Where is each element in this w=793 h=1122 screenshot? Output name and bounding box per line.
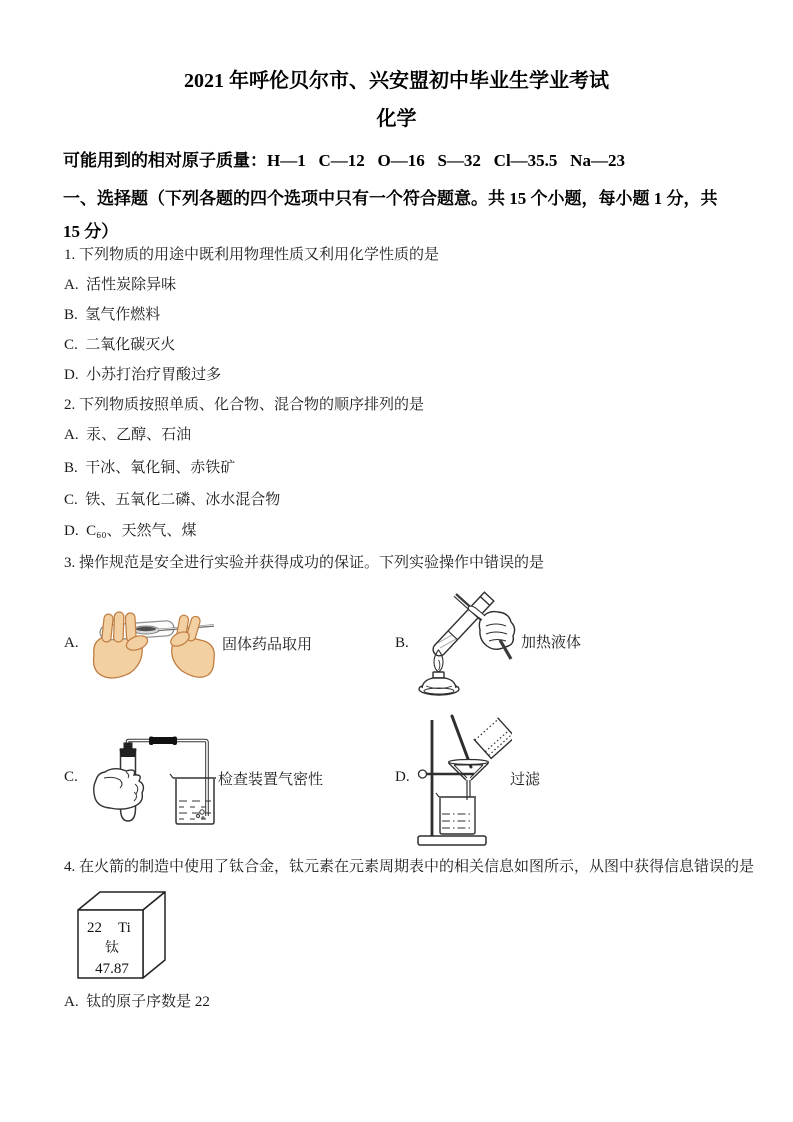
stand-base-icon	[418, 836, 486, 845]
titanium-element-cube	[76, 888, 168, 980]
question-1-option-c: C. 二氧化碳灭火	[64, 337, 176, 353]
question-1-option-d: D. 小苏打治疗胃酸过多	[64, 367, 222, 383]
atomic-number: 22	[87, 920, 102, 936]
figure-a-caption: 固体药品取用	[222, 637, 313, 653]
question-3-stem: 3. 操作规范是安全进行实验并获得成功的保证。下列实验操作中错误的是	[64, 555, 545, 571]
solid-reagent-figure	[90, 599, 218, 687]
figure-c-caption: 检查装置气密性	[218, 772, 324, 788]
question-3-option-d-letter: D.	[395, 769, 410, 785]
pouring-beaker-icon	[474, 718, 512, 759]
reagent-powder-icon	[136, 627, 156, 631]
question-2-option-d: D. C₆₀、天然气、煤	[64, 523, 197, 539]
question-3-option-b-letter: B.	[395, 635, 409, 651]
stopper-icon	[120, 749, 137, 757]
exam-title: 2021 年呼伦贝尔市、兴安盟初中毕业生学业考试	[184, 70, 609, 92]
question-1-option-a: A. 活性炭除异味	[64, 277, 177, 293]
filtration-figure	[408, 710, 512, 856]
stopper-nub-icon	[124, 743, 133, 750]
atomic-mass: 47.87	[95, 961, 129, 977]
question-1-option-b: B. 氢气作燃料	[64, 307, 161, 323]
question-2-option-b: B. 干冰、氧化铜、赤铁矿	[64, 460, 236, 476]
section-one-heading: 一、选择题（下列各题的四个选项中只有一个符合题意。共 15 个小题，每小题 1 分，共 15 分）	[63, 189, 722, 241]
question-4-option-a: A. 钛的原子序数是 22	[64, 994, 210, 1010]
figure-b-caption: 加热液体	[521, 635, 582, 651]
atomic-mass-note: 可能用到的相对原子质量：H—1 C—12 O—16 S—32 Cl—35.5 Na—23	[63, 151, 625, 170]
question-2-option-a: A. 汞、乙醇、石油	[64, 427, 192, 443]
subject-title: 化学	[376, 108, 417, 130]
lamp-cap-icon	[433, 672, 444, 678]
filter-paper-icon	[454, 765, 483, 778]
filtrate-icon	[442, 814, 473, 828]
question-4-stem: 4. 在火箭的制造中使用了钛合金，钛元素在元素周期表中的相关信息如图所示，从图中获得信息错误的是	[64, 859, 755, 875]
hand-icon	[94, 769, 144, 809]
hand-icon	[479, 612, 514, 650]
heating-liquid-figure	[412, 588, 518, 706]
figure-d-caption: 过滤	[510, 772, 541, 788]
element-symbol: Ti	[118, 920, 131, 936]
question-3-option-a-letter: A.	[64, 635, 79, 651]
air-tightness-check-figure	[90, 728, 218, 830]
funnel-icon	[449, 760, 489, 765]
question-1-stem: 1. 下列物质的用途中既利用物理性质又利用化学性质的是	[64, 247, 440, 263]
question-2-stem: 2. 下列物质按照单质、化合物、混合物的顺序排列的是	[64, 397, 425, 413]
question-2-option-c: C. 铁、五氧化二磷、冰水混合物	[64, 492, 281, 508]
element-name: 钛	[105, 941, 119, 956]
bubbles-icon	[197, 810, 205, 819]
question-3-option-c-letter: C.	[64, 769, 78, 785]
